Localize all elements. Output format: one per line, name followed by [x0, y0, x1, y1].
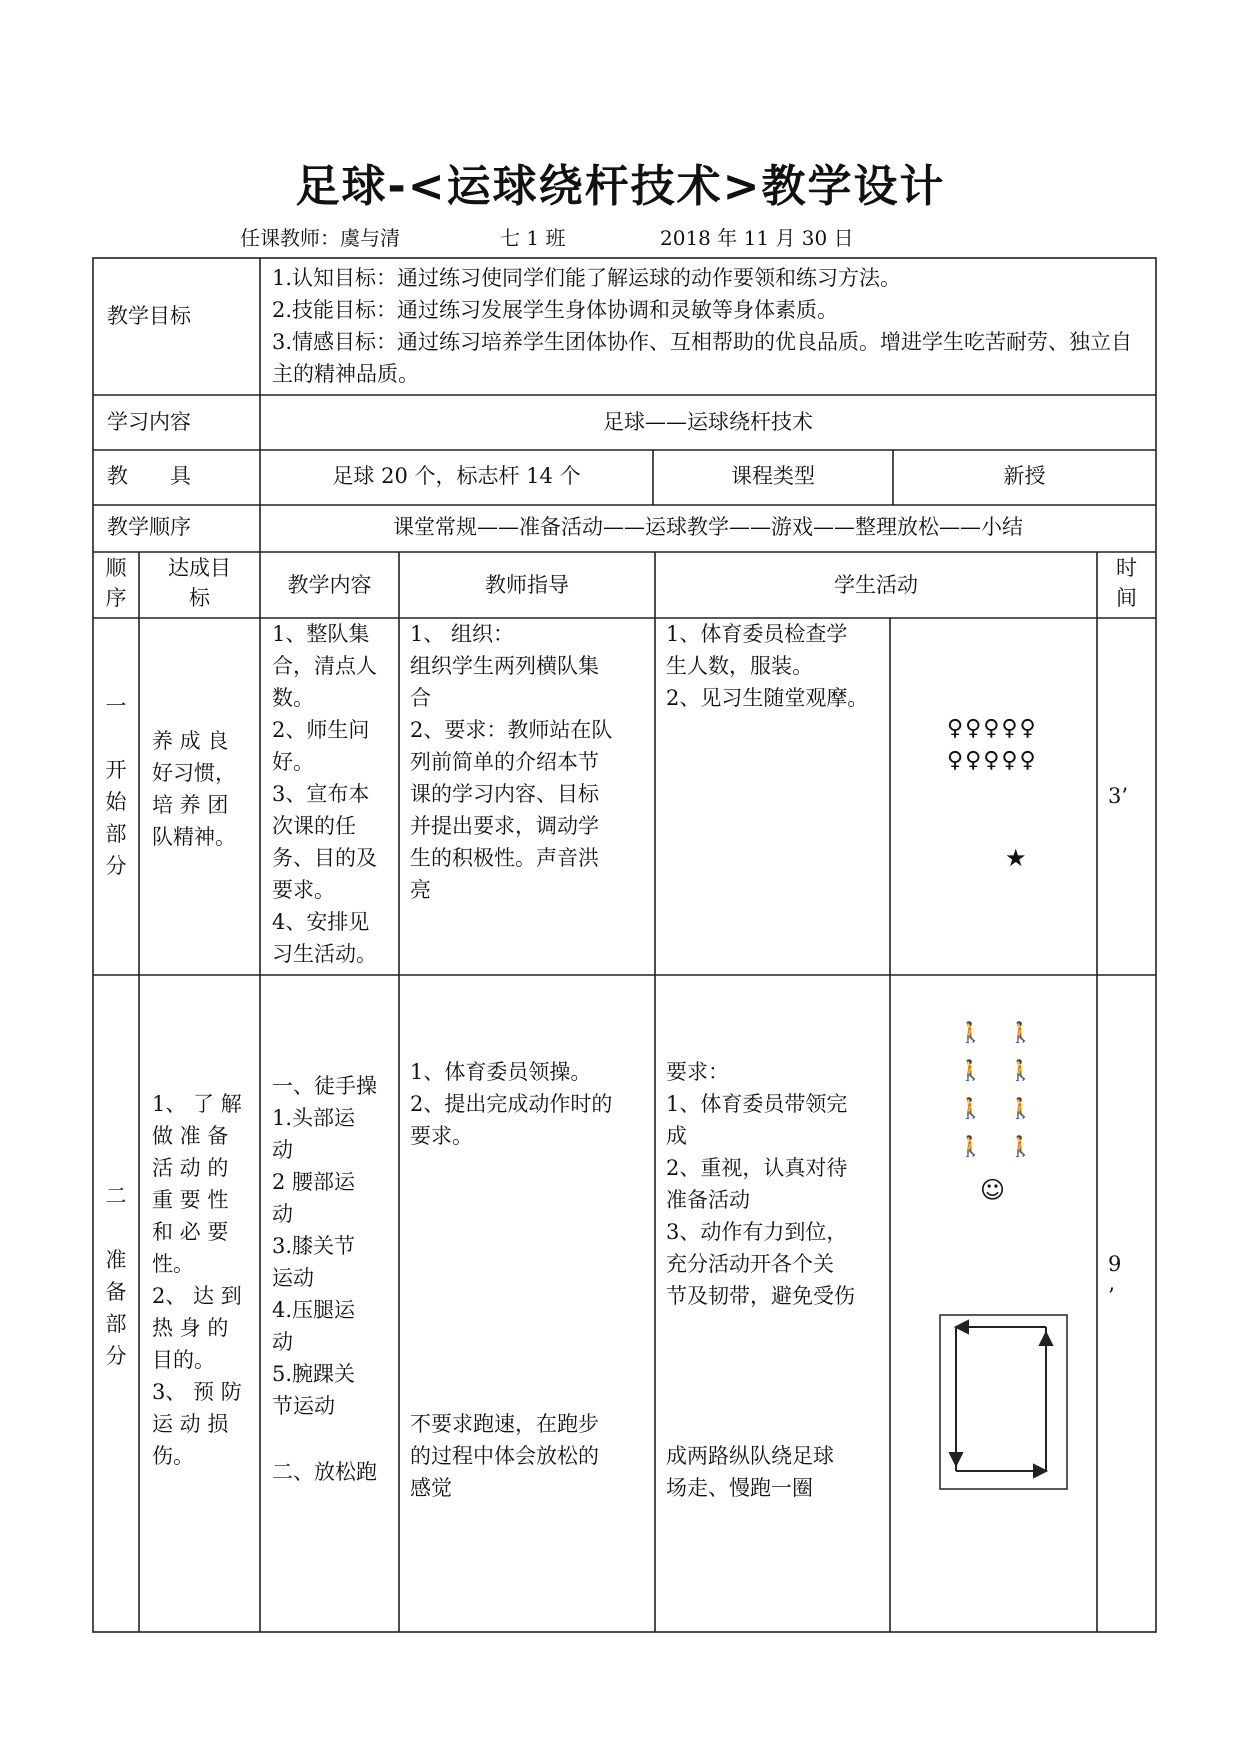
person-icon: 🚶: [1008, 1096, 1033, 1120]
content-value: 足球——运球绕杆技术: [603, 410, 813, 434]
field-route-diagram: [938, 1313, 1070, 1493]
objective-1: 1.认知目标：通过练习使同学们能了解运球的动作要领和练习方法。: [272, 266, 902, 290]
section2-student-top: 要求： 1、体育委员带领完 成 2、重视，认真对待 准备活动 3、动作有力到位， 充分活动开各个关 节及韧带，避免受伤: [666, 1060, 855, 1308]
section2-time: 9 ’: [1108, 1252, 1122, 1308]
objective-3: 3.情感目标：通过练习培养学生团体协作、互相帮助的优良品质。增进学生吃苦耐劳、独立自主的精神品质。: [272, 330, 1133, 386]
person-icon: 🚶: [1008, 1134, 1033, 1158]
section1-student: 1、体育委员检查学 生人数，服装。 2、见习生随堂观摩。: [666, 622, 869, 710]
section2-teacher-bottom: 不要求跑速，在跑步 的过程中体会放松的 感觉: [410, 1412, 599, 1500]
section1-teacher: 1、 组织： 组织学生两列横队集 合 2、要求：教师站在队 列前简单的介绍本节 课的学习内容、目标 并提出要求，调动学 生的积极性。声音洪 亮: [410, 622, 613, 902]
section2-content-top: 一、徒手操 1.头部运 动 2 腰部运 动 3.膝关节 运动 4.压腿运 动 5.腕踝关 节运动: [272, 1074, 377, 1418]
class-name: 七 1 班: [500, 226, 566, 250]
objectives-list: [272, 262, 1152, 390]
content-label: 学习内容: [107, 410, 191, 434]
section2-order: 二 准 备 部 分: [105, 1184, 127, 1368]
column-student: 学生活动: [834, 573, 918, 597]
teacher-name: 任课教师：虞与清: [240, 226, 400, 250]
section1-order: 一 开 始 部 分: [105, 694, 127, 878]
person-icon: 🚶: [958, 1058, 983, 1082]
section2-teacher-top: 1、体育委员领操。 2、提出完成动作时的 要求。: [410, 1060, 613, 1148]
teacher-star-icon: ★: [1005, 844, 1029, 872]
column-time: 时 间: [1116, 556, 1137, 610]
lesson-date: 2018 年 11 月 30 日: [660, 226, 854, 250]
column-order: 顺 序: [105, 556, 127, 610]
equipment-label: 教 具: [107, 464, 191, 488]
course-type-label: 课程类型: [731, 464, 815, 488]
course-type-value: 新授: [1003, 464, 1046, 488]
sequence-value: 课堂常规——准备活动——运球教学——游戏——整理放松——小结: [393, 515, 1023, 539]
column-teacher: 教师指导: [485, 573, 569, 597]
section1-time: 3’: [1108, 784, 1129, 808]
document-title: 足球-<运球绕杆技术>教学设计: [295, 161, 946, 212]
section1-goal: 养 成 良 好习惯， 培 养 团 队精神。: [152, 729, 236, 849]
sequence-label: 教学顺序: [107, 515, 191, 539]
equipment-value: 足球 20 个，标志杆 14 个: [332, 464, 581, 488]
person-icon: 🚶: [958, 1096, 983, 1120]
formation-row-2: ♀♀♀♀♀: [947, 748, 1038, 773]
section1-content: 1、整队集 合，清点人 数。 2、师生问 好。 3、宣布本 次课的任 务、目的及 要求。 4、安排见 习生活动。: [272, 622, 377, 966]
section2-student-bottom: 成两路纵队绕足球 场走、慢跑一圈: [666, 1444, 834, 1500]
objective-2: 2.技能目标：通过练习发展学生身体协调和灵敏等身体素质。: [272, 298, 839, 322]
section2-content-bottom: 二、放松跑: [272, 1460, 377, 1484]
person-icon: 🚶: [1008, 1020, 1033, 1044]
teacher-smiley-icon: ☺: [980, 1176, 1006, 1204]
column-goal: 达成目 标: [168, 556, 231, 610]
person-icon: 🚶: [958, 1020, 983, 1044]
objectives-label: 教学目标: [107, 304, 191, 328]
section2-goal: 1、 了 解 做 准 备 活 动 的 重 要 性 和 必 要 性。 2、 达 到 热 身 的 目的。 3、 预 防 运 动 损 伤。: [152, 1092, 242, 1468]
person-icon: 🚶: [958, 1134, 983, 1158]
column-content: 教学内容: [287, 573, 372, 597]
formation-row-1: ♀♀♀♀♀: [947, 716, 1038, 741]
person-icon: 🚶: [1008, 1058, 1033, 1082]
